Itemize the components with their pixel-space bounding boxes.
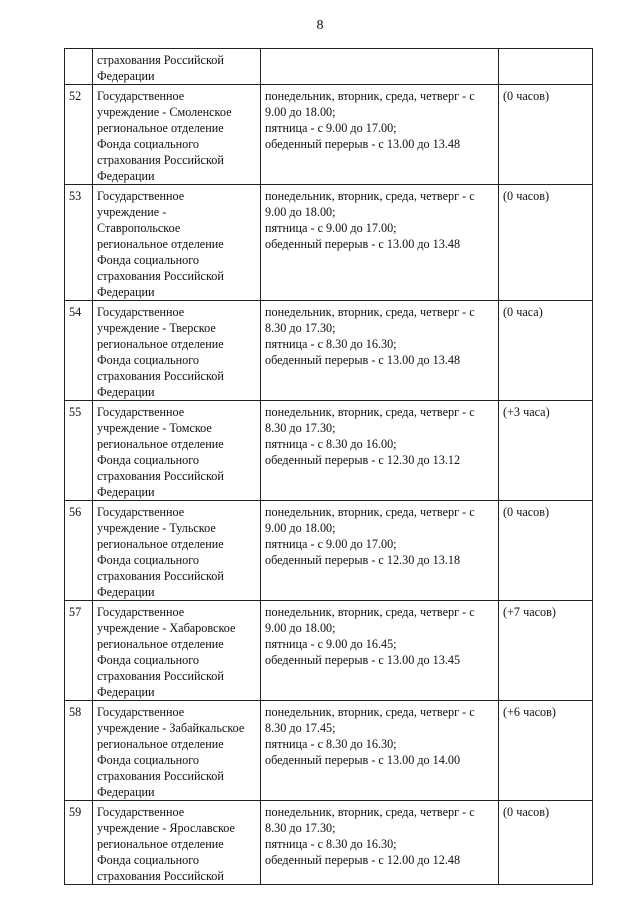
table-row [65,601,593,701]
organization-name: Государственное учреждение - Тульское региональное отделение Фонда социального страхования Российской Федерации [93,501,261,601]
work-schedule: понедельник, вторник, среда, четверг - с 8.30 до 17.45; пятница - с 8.30 до 16.30; обеденный перерыв - с 13.00 до 14.00 [261,701,499,801]
time-offset: (0 часов) [499,501,593,601]
row-number [65,49,93,85]
organization-name: Государственное учреждение - Смоленское региональное отделение Фонда социального страхования Российской Федерации [93,85,261,185]
table-row [65,801,593,885]
row-number: 58 [65,701,93,801]
time-offset: (0 часа) [499,301,593,401]
time-offset: (0 часов) [499,85,593,185]
work-schedule: понедельник, вторник, среда, четверг - с 9.00 до 18.00; пятница - с 9.00 до 17.00; обеденный перерыв - с 13.00 до 13.48 [261,185,499,301]
time-offset: (0 часов) [499,801,593,885]
row-number: 52 [65,85,93,185]
time-offset [499,49,593,85]
row-number: 57 [65,601,93,701]
organization-name: Государственное учреждение - Тверское региональное отделение Фонда социального страхования Российской Федерации [93,301,261,401]
time-offset: (0 часов) [499,185,593,301]
table-row [65,401,593,501]
time-offset: (+6 часов) [499,701,593,801]
organization-name: Государственное учреждение - Хабаровское региональное отделение Фонда социального страхования Российской Федерации [93,601,261,701]
work-schedule: понедельник, вторник, среда, четверг - с 9.00 до 18.00; пятница - с 9.00 до 16.45; обеденный перерыв - с 13.00 до 13.45 [261,601,499,701]
time-offset: (+7 часов) [499,601,593,701]
table-row [65,49,593,85]
page-number: 8 [316,18,324,33]
row-number: 55 [65,401,93,501]
table-row [65,701,593,801]
work-schedule: понедельник, вторник, среда, четверг - с 9.00 до 18.00; пятница - с 9.00 до 17.00; обеденный перерыв - с 12.30 до 13.18 [261,501,499,601]
work-schedule: понедельник, вторник, среда, четверг - с 8.30 до 17.30; пятница - с 8.30 до 16.00; обеденный перерыв - с 12.30 до 13.12 [261,401,499,501]
work-schedule: понедельник, вторник, среда, четверг - с 8.30 до 17.30; пятница - с 8.30 до 16.30; обеденный перерыв - с 13.00 до 13.48 [261,301,499,401]
offices-table [64,48,593,885]
time-offset: (+3 часа) [499,401,593,501]
row-number: 53 [65,185,93,301]
row-number: 56 [65,501,93,601]
organization-name: Государственное учреждение - Ярославское региональное отделение Фонда социального страхования Российской [93,801,261,885]
work-schedule: понедельник, вторник, среда, четверг - с 9.00 до 18.00; пятница - с 9.00 до 17.00; обеденный перерыв - с 13.00 до 13.48 [261,85,499,185]
table-row [65,185,593,301]
work-schedule: понедельник, вторник, среда, четверг - с 8.30 до 17.30; пятница - с 8.30 до 16.30; обеденный перерыв - с 12.00 до 12.48 [261,801,499,885]
table-row [65,301,593,401]
organization-name: Государственное учреждение - Томское региональное отделение Фонда социального страхования Российской Федерации [93,401,261,501]
row-number: 54 [65,301,93,401]
organization-name: Государственное учреждение - Забайкальское региональное отделение Фонда социального страхования Российской Федерации [93,701,261,801]
organization-name: Государственное учреждение - Ставропольское региональное отделение Фонда социального страхования Российской Федерации [93,185,261,301]
organization-name: страхования Российской Федерации [93,49,261,85]
work-schedule [261,49,499,85]
table-row [65,501,593,601]
table-row [65,85,593,185]
row-number: 59 [65,801,93,885]
